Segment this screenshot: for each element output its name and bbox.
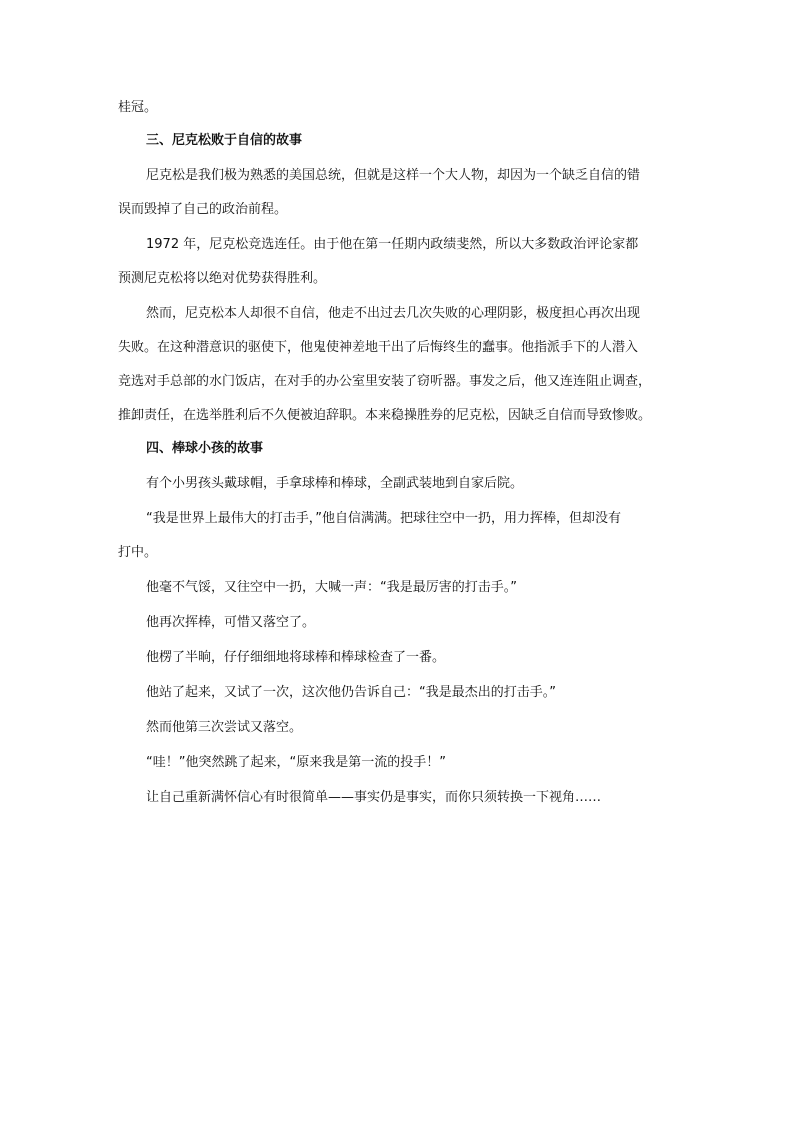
baseball-line-6: 他站了起来，又试了一次，这次他仍告诉自己：“我是最杰出的打击手。” [146,685,556,700]
baseball-quote-line-2: 打中。 [118,545,158,560]
baseball-conclusion: 让自己重新满怀信心有时很简单——事实仍是事实，而你只须转换一下视角…… [146,790,602,805]
section-heading-nixon: 三、尼克松败于自信的故事 [146,133,303,148]
baseball-line-8: “哇！”他突然跳了起来，“原来我是第一流的投手！” [146,755,446,770]
document-page [118,99,680,807]
nixon-story-line-1: 然而，尼克松本人却很不自信，他走不出过去几次失败的心理阴影，极度担心再次出现 [146,306,641,321]
baseball-line-4: 他再次挥棒，可惜又落空了。 [146,615,316,630]
baseball-line-1: 有个小男孩头戴球帽，手拿球棒和棒球，全副武装地到自家后院。 [146,476,524,491]
baseball-quote-line-1: “我是世界上最伟大的打击手，”他自信满满。把球往空中一扔，用力挥棒，但却没有 [146,511,621,526]
baseball-line-7: 然而他第三次尝试又落空。 [146,720,303,735]
section-heading-baseball: 四、棒球小孩的故事 [146,441,264,456]
nixon-story-line-4: 推卸责任，在选举胜利后不久便被迫辞职。本来稳操胜券的尼克松，因缺乏自信而导致惨败。 [118,408,652,423]
nixon-story-line-3: 竞选对手总部的水门饭店，在对手的办公室里安装了窃听器。事发之后，他又连连阻止调查， [118,374,652,389]
nixon-1972-line-1: 1972 年，尼克松竞选连任。由于他在第一任期内政绩斐然，所以大多数政治评论家都 [146,237,639,252]
paragraph-tail-line: 桂冠。 [118,100,158,115]
baseball-line-3: 他毫不气馁，又往空中一扔，大喊一声：“我是最厉害的打击手。” [146,580,517,595]
nixon-1972-line-2: 预测尼克松将以绝对优势获得胜利。 [118,271,327,286]
nixon-story-line-2: 失败。在这种潜意识的驱使下，他鬼使神差地干出了后悔终生的蠢事。他指派手下的人潜入 [118,340,639,355]
nixon-intro-line-1: 尼克松是我们极为熟悉的美国总统，但就是这样一个大人物，却因为一个缺乏自信的错 [146,168,641,183]
baseball-line-5: 他楞了半晌，仔仔细细地将球棒和棒球检查了一番。 [146,650,446,665]
nixon-intro-line-2: 误而毁掉了自己的政治前程。 [118,202,288,217]
